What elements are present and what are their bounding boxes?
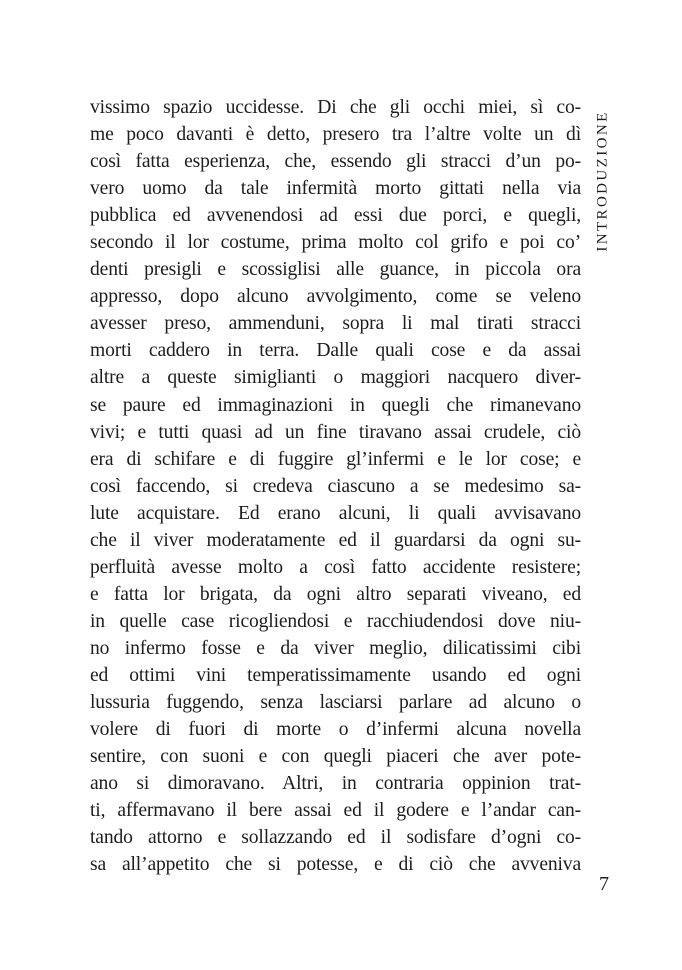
text-line: me poco davanti è detto, presero tra l’altre volte un dì <box>90 124 581 146</box>
text-line: così faccendo, si credeva ciascuno a se medesimo sa- <box>90 475 581 497</box>
text-line: altre a queste simiglianti o maggiori nacquero diver- <box>90 367 581 389</box>
text-line: vivi; e tutti quasi ad un fine tiravano assai crudele, ciò <box>90 421 581 443</box>
text-line: che il viver moderatamente ed il guardarsi da ogni su- <box>90 529 581 551</box>
text-line: era di schifare e di fuggire gl’infermi e le lor cose; e <box>90 448 581 470</box>
text-line: avesser preso, ammenduni, sopra li mal tirati stracci <box>90 313 581 335</box>
text-line: ano si dimoravano. Altri, in contraria oppinion trat- <box>90 773 581 795</box>
text-line: ed ottimi vini temperatissimamente usando ed ogni <box>90 664 581 686</box>
text-line: no infermo fosse e da viver meglio, dilicatissimi cibi <box>90 637 581 659</box>
text-line: lussuria fuggendo, senza lasciarsi parlare ad alcuno o <box>90 692 581 714</box>
page-number: 7 <box>599 873 609 895</box>
text-line: perfluità avesse molto a così fatto accidente resistere; <box>90 556 581 578</box>
running-head-label: INTRODUZIONE <box>594 110 610 252</box>
text-line: e fatta lor brigata, da ogni altro separati viveano, ed <box>90 583 581 605</box>
text-line: lute acquistare. Ed erano alcuni, li quali avvisavano <box>90 502 581 524</box>
text-line: vissimo spazio uccidesse. Di che gli occhi miei, sì co- <box>90 97 581 118</box>
text-line: ti, affermavano il bere assai ed il godere e l’andar can- <box>90 800 581 822</box>
text-line: sentire, con suoni e con quegli piaceri che aver pote- <box>90 746 581 768</box>
text-line: in quelle case ricogliendosi e racchiudendosi dove niu- <box>90 610 581 632</box>
text-line: volere di fuori di morte o d’infermi alcuna novella <box>90 719 581 741</box>
text-line: vero uomo da tale infermità morto gittati nella via <box>90 178 581 200</box>
text-line: denti presigli e scossiglisi alle guance, in piccola ora <box>90 259 581 281</box>
running-head <box>590 95 615 267</box>
text-line: se paure ed immaginazioni in quegli che rimanevano <box>90 394 581 416</box>
text-line: tando attorno e sollazzando ed il sodisfare d’ogni co- <box>90 827 581 849</box>
text-line: così fatta esperienza, che, essendo gli stracci d’un po- <box>90 151 581 173</box>
text-line: secondo il lor costume, prima molto col grifo e poi co’ <box>90 232 581 254</box>
body-text <box>90 94 581 878</box>
text-line: appresso, dopo alcuno avvolgimento, come se veleno <box>90 286 581 308</box>
text-line: morti caddero in terra. Dalle quali cose e da assai <box>90 340 581 362</box>
text-line: pubblica ed avvenendosi ad essi due porci, e quegli, <box>90 205 581 227</box>
text-line: sa all’appetito che si potesse, e di ciò che avveniva <box>90 854 581 876</box>
